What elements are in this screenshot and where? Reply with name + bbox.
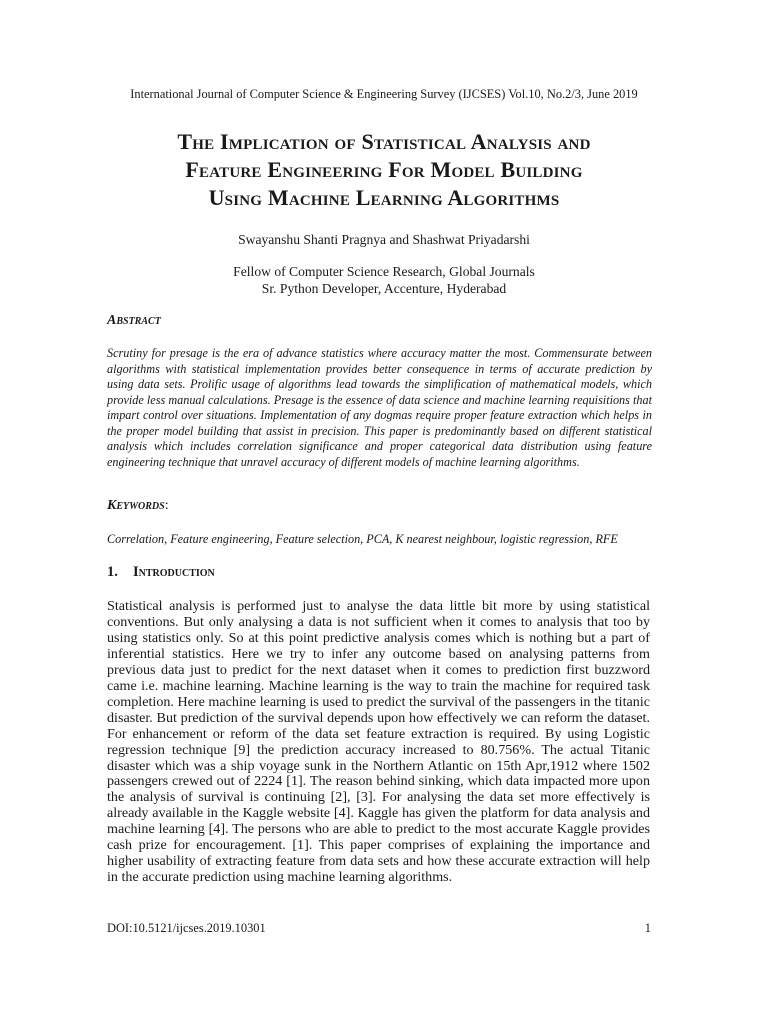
keywords-heading-colon: : [164, 498, 169, 513]
keywords-text: Correlation, Feature engineering, Feature selection, PCA, K nearest neighbour, logistic regression, RFE [107, 532, 618, 546]
title-line-1: The Implication of Statistical Analysis and [177, 129, 591, 154]
doi-link[interactable]: DOI:10.5121/ijcses.2019.10301 [107, 921, 266, 935]
keywords-heading-label: Keywords [107, 498, 165, 513]
page-number: 1 [644, 921, 651, 935]
paper-title [60, 128, 708, 212]
abstract-text: Scrutiny for presage is the era of advance statistics where accuracy matter the most. Commensurate between algorithms with statistical implementation provides better consequence in terms of accurate prediction by using data sets. Prolific usage of algorithms lead towards the simplification of mathematical models, which provide less manual calculations. Presage is the essence of data science and machine learning requisitions that impart control over situations. Implementation of any dogmas require proper feature extraction which helps in the proper model building that assist in precision. This paper is predominantly based on different statistical analysis which includes correlation significance and proper categorical data distribution using feature engineering technique that unravel accuracy of different models of machine learning algorithms. [107, 346, 652, 469]
keywords-heading [107, 498, 169, 514]
title-line-3: Using Machine Learning Algorithms [208, 185, 560, 210]
affiliation-line-1: Fellow of Computer Science Research, Global Journals [233, 264, 535, 279]
introduction-heading [107, 564, 215, 581]
affiliation-line-2: Sr. Python Developer, Accenture, Hyderabad [261, 281, 507, 296]
section-title: Introduction [133, 564, 215, 580]
affiliations [0, 263, 768, 297]
section-number: 1. [107, 564, 118, 580]
authors: Swayanshu Shanti Pragnya and Shashwat Priyadarshi [238, 232, 530, 247]
page-footer [107, 921, 651, 936]
journal-header: International Journal of Computer Science & Engineering Survey (IJCSES) Vol.10, No.2/3, June 2019 [130, 87, 638, 101]
introduction-text: Statistical analysis is performed just to analyse the data little bit more by using statistical conventions. But only analysing a data is not sufficient when it comes to analysis that too by using statistics only. So at this point predictive analysis comes which is nothing but a part of inferential statistics. Here we try to infer any outcome based on analysing patterns from previous data just to predict for the next dataset when it comes to prediction first buzzword came i.e. machine learning. Machine learning is the way to train the machine for required task completion. Here machine learning is used to predict the survival of the passengers in the titanic disaster. But prediction of the survival depends upon how effectively we can reform the dataset. For enhancement or reform of the data set feature extraction is required. By using Logistic regression technique [9] the prediction accuracy increased to 80.756%. The actual Titanic disaster which was a ship voyage sunk in the Northern Atlantic on 15th Apr,1912 where 1502 passengers crewed out of 2224 [1]. The reason behind sinking, which data impacted more upon the analysis of survival is continuing [2], [3]. For analysing the data set more effectively is already available in the Kaggle website [4]. Kaggle has given the platform for data analysis and machine learning [4]. The persons who are able to predict to the most accurate Kaggle provides cash prize for encouragement. [1]. This paper comprises of explaining the importance and higher usability of extracting feature from data sets and how these accurate extraction will help in the accurate prediction using machine learning algorithms. [107, 598, 650, 886]
title-line-2: Feature Engineering For Model Building [185, 157, 583, 182]
abstract-heading: Abstract [107, 313, 161, 328]
